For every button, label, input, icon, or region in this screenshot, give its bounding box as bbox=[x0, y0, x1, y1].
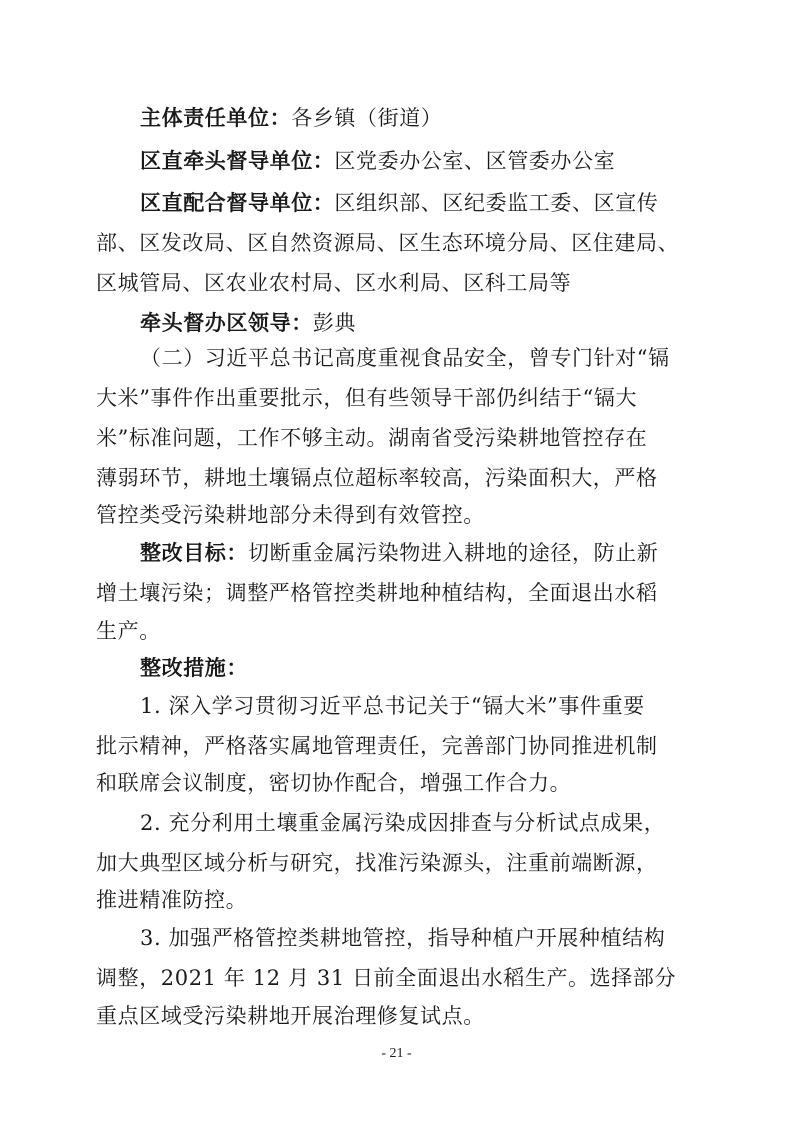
goal-label: 整改目标： bbox=[140, 540, 248, 565]
measure-item-1-line: 和联席会议制度，密切协作配合，增强工作合力。 bbox=[96, 771, 572, 795]
measures-heading: 整改措施： bbox=[140, 655, 248, 680]
measure-item-3-line: 3. 加强严格管控类耕地管控，指导种植户开展种植结构 bbox=[140, 926, 666, 950]
measure-item-1-line: 批示精神，严格落实属地管理责任，完善部门协同推进机制 bbox=[96, 734, 658, 758]
goal-line bbox=[140, 538, 696, 568]
measure-item-2-line: 2. 充分利用土壤重金属污染成因排查与分析试点成果， bbox=[140, 811, 666, 835]
main-responsibility-line bbox=[140, 103, 696, 133]
issue-paragraph-line: 管控类受污染耕地部分未得到有效管控。 bbox=[96, 503, 485, 527]
coop-supervisor-text: 部、区发改局、区自然资源局、区生态环境分局、区住建局、 bbox=[96, 231, 680, 255]
main-responsibility-label: 主体责任单位： bbox=[140, 105, 292, 130]
measure-item-1-line: 1. 深入学习贯彻习近平总书记关于“镉大米”事件重要 bbox=[140, 694, 645, 718]
issue-paragraph-line: 薄弱环节，耕地土壤镉点位超标率较高，污染面积大，严格 bbox=[96, 466, 658, 490]
coop-supervisor-line bbox=[140, 188, 696, 218]
coop-supervisor-label: 区直配合督导单位： bbox=[140, 190, 335, 215]
lead-supervisor-value: 区党委办公室、区管委办公室 bbox=[334, 149, 616, 173]
goal-text: 切断重金属污染物进入耕地的途径，防止新 bbox=[248, 541, 659, 565]
measure-item-3-line: 调整，2021 年 12 月 31 日前全面退出水稻生产。选择部分 bbox=[96, 966, 677, 990]
lead-supervisor-label: 区直牵头督导单位： bbox=[140, 148, 335, 173]
issue-paragraph-line: 米”标准问题，工作不够主动。湖南省受污染耕地管控存在 bbox=[96, 426, 648, 450]
measure-item-3-line: 重点区域受污染耕地开展治理修复试点。 bbox=[96, 1004, 485, 1028]
leader-value: 彭典 bbox=[312, 311, 357, 335]
page-number: - 21 - bbox=[381, 1046, 412, 1061]
main-responsibility-value: 各乡镇（街道） bbox=[291, 106, 443, 130]
coop-supervisor-text: 区组织部、区纪委监工委、区宣传 bbox=[334, 191, 659, 215]
measure-item-2-line: 推进精准防控。 bbox=[96, 888, 248, 912]
issue-paragraph-line: （二）习近平总书记高度重视食品安全，曾专门针对“镉 bbox=[140, 346, 670, 370]
leader-line bbox=[140, 308, 696, 338]
measure-item-2-line: 加大典型区域分析与研究，找准污染源头，注重前端断源， bbox=[96, 851, 658, 875]
issue-paragraph-line: 大米”事件作出重要批示，但有些领导干部仍纠结于“镉大 bbox=[96, 386, 638, 410]
lead-supervisor-line bbox=[140, 146, 696, 176]
goal-text: 生产。 bbox=[96, 619, 161, 643]
coop-supervisor-text: 区城管局、区农业农村局、区水利局、区科工局等 bbox=[96, 271, 572, 295]
leader-label: 牵头督办区领导： bbox=[140, 310, 313, 335]
goal-text: 增土壤污染；调整严格管控类耕地种植结构，全面退出水稻 bbox=[96, 581, 658, 605]
